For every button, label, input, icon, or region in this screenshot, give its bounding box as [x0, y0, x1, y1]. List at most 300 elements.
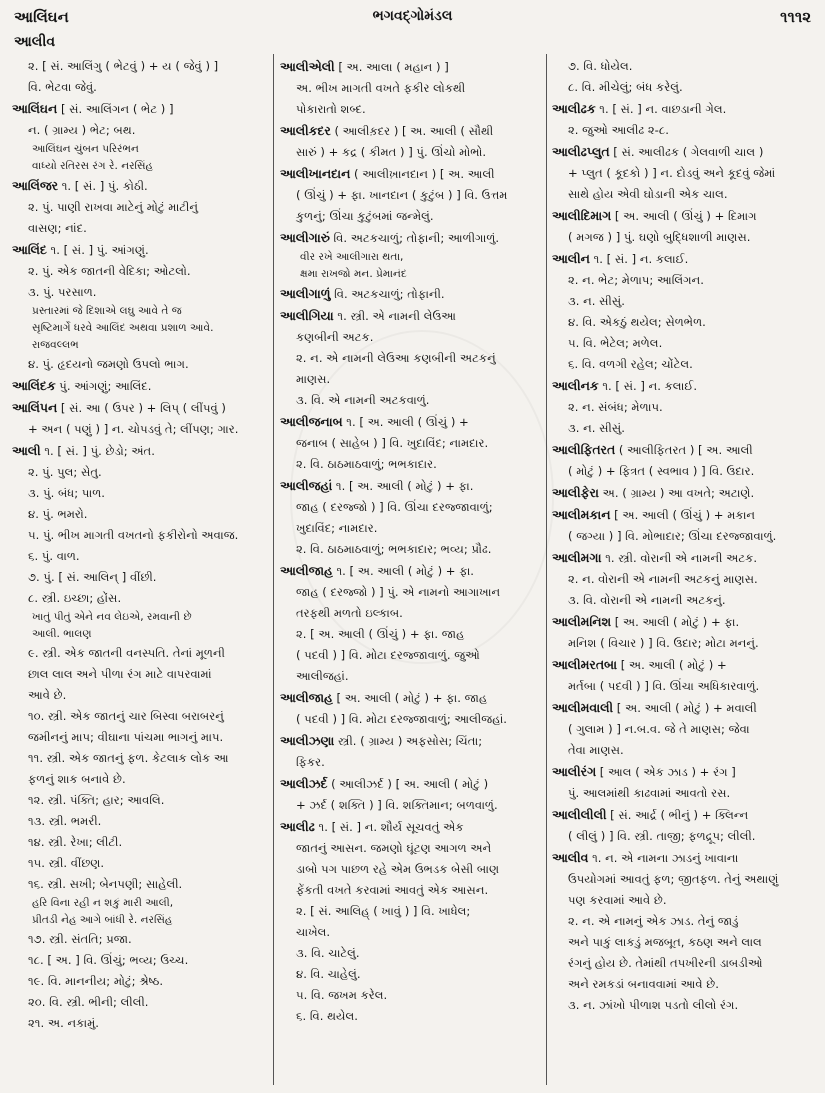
definition-line: [280, 880, 540, 901]
definition-line: [12, 261, 268, 282]
definition-line: [12, 811, 268, 832]
definition-line: [552, 569, 814, 590]
definition-text: પોકારાતો શબ્દ.: [296, 102, 366, 116]
definition-line: [280, 666, 540, 687]
definition-line: [552, 953, 814, 974]
quotation-line: [12, 141, 268, 158]
definition-line: [552, 291, 814, 312]
quotation-line: [12, 158, 268, 175]
definition-line: [12, 832, 268, 853]
page-number: ૧૧૧૨: [780, 8, 811, 26]
entry-line: [552, 547, 814, 569]
definition-line: [12, 504, 268, 525]
quotation-line: [12, 626, 268, 643]
definition-text: ( આલીફિતરત ) [ અ. આલી: [615, 443, 753, 457]
definition-text: ૧૫. સ્ત્રી. વીંછણ.: [28, 856, 105, 870]
headword: આલીફિતરત: [552, 442, 616, 457]
headword: આલીજાહ: [280, 563, 333, 578]
entry-line: [280, 687, 540, 709]
headword: આલીમનિશ: [552, 614, 612, 629]
definition-text: ૩. વિ. એ નામની અટકવાળું.: [296, 393, 430, 407]
definition-text: ( ગુલામ ) ] ન.બ.વ. જે તે માણસ; જેવા: [568, 722, 750, 736]
definition-line: [280, 99, 540, 120]
definition-text: અ. ( ગ્રામ્ય ) આ વખતે; અટાણે.: [598, 486, 755, 500]
definition-line: [552, 184, 814, 205]
definition-line: [552, 719, 814, 740]
entry-line: [552, 375, 814, 397]
definition-line: [280, 922, 540, 943]
definition-line: [12, 643, 268, 664]
definition-text: આલી. ભાલણ: [32, 628, 92, 640]
definition-text: ૧૯. વિ. માનનીય; મોટું; શ્રેષ્ઠ.: [28, 974, 164, 988]
definition-line: [280, 838, 540, 859]
definition-text: તેવા માણસ.: [568, 743, 624, 757]
definition-line: [12, 727, 268, 748]
quotation-line: [12, 320, 268, 337]
headword: આલીઝણા: [280, 733, 335, 748]
definition-line: [12, 483, 268, 504]
definition-line: [12, 664, 268, 685]
entry-line: [280, 163, 540, 185]
definition-text: તરફથી મળતો ઇલ્કાબ.: [296, 606, 403, 620]
definition-text: અ. ભીખ માગતી વખતે ફકીર લોકથી: [296, 81, 466, 95]
definition-line: [12, 197, 268, 218]
definition-text: ૬. વિ. થયેલ.: [296, 1009, 358, 1023]
definition-line: [552, 783, 814, 804]
definition-line: [12, 748, 268, 769]
definition-text: ૨. [ સં. આલિહ્ ( ખાવું ) ] વિ. ખાધેલ;: [296, 904, 471, 918]
definition-text: ( આલીક઼દર ) [ અ. આલી ( સૌથી: [330, 124, 494, 138]
definition-line: [12, 853, 268, 874]
definition-line: [12, 218, 268, 239]
definition-text: જાતનું આસન. જમણો ઘૂંટણ આગળ અને: [296, 841, 492, 855]
definition-line: [12, 950, 268, 971]
definition-text: રંગનું હોય છે. તેમાંથી તપખીરની ડાબડીઓ: [568, 956, 763, 970]
definition-text: ( પદવી ) ] વિ. મોટા દરજ્જાવાળું. જુઓ: [296, 648, 480, 662]
definition-text: કણબીની અટક.: [296, 330, 374, 344]
headword: આલીજાહ: [280, 690, 333, 705]
running-head-sub: આલીવ: [14, 34, 56, 50]
definition-text: ડાબો પગ પાછળ રહે એમ ઉભડક બેસી બાણ: [296, 862, 500, 876]
definition-text: પું. આંગણું; આલિંદ.: [55, 379, 152, 393]
definition-text: [ આલ ( એક ઝાડ ) + રંગ ]: [596, 765, 736, 779]
definition-text: જનાબ ( સાહેબ ) ] વિ. ખુદાવિંદ; નામદાર.: [296, 436, 489, 450]
definition-text: ૬. વિ. વળગી રહેલ; ચોંટેલ.: [568, 357, 693, 371]
definition-line: [280, 78, 540, 99]
headword: આલીફેરા: [552, 485, 599, 500]
definition-line: [12, 77, 268, 98]
column-divider: [546, 54, 547, 1085]
definition-line: [552, 333, 814, 354]
definition-text: ૧૭. સ્ત્રી. સંતતિ; પ્રજા.: [28, 932, 132, 946]
entry-line: [552, 482, 814, 504]
entry-line: [552, 847, 814, 869]
definition-text: ૧૨. સ્ત્રી. પંક્તિ; હાર; આવલિ.: [28, 793, 165, 807]
definition-text: ૧. સ્ત્રી. એ નામની લેઉઆ: [333, 309, 457, 323]
definition-text: ( મોટું ) + ફિત્રત ( સ્વભાવ ) ] વિ. ઉદાર.: [568, 464, 755, 478]
definition-text: ૬. પું. વાળ.: [28, 549, 80, 563]
definition-text: ૩. ન. ઝાંખો પીળાશ પડતો લીલો રંગ.: [568, 998, 739, 1012]
entry-line: [12, 175, 268, 197]
definition-text: ૮. વિ. મીચેલું; બંધ કરેલું.: [568, 80, 683, 94]
definition-text: ૧. [ સં. ] ન. કલાઈ.: [598, 379, 698, 393]
definition-line: [280, 327, 540, 348]
definition-text: ( મગજ ) ] પું. ઘણો બુદ્ધિશાળી માણસ.: [568, 230, 751, 244]
definition-text: + ઝર્દ ( શક્તિ ) ] વિ. શક્તિમાન; બળવાળું.: [296, 798, 498, 812]
definition-line: [12, 120, 268, 141]
definition-text: ૧૬. સ્ત્રી. સખી; બેનપણી; સાહેલી.: [28, 877, 183, 891]
definition-line: [280, 454, 540, 475]
definition-text: પું. આલમાંથી કાઢવામાં આવતો રસ.: [568, 786, 731, 800]
entry-line: [12, 440, 268, 462]
definition-text: ૧૩. સ્ત્રી. ભમરી.: [28, 814, 102, 828]
definition-line: [280, 206, 540, 227]
definition-text: ૧. [ અ. આલી ( મોટું ) + ફા.: [332, 564, 474, 578]
entry-line: [552, 205, 814, 227]
definition-line: [280, 390, 540, 411]
headword: આલિંપન: [12, 400, 58, 415]
definition-text: [ અ. આલી ( ઊંચું ) + મકાન: [610, 508, 756, 522]
definition-text: વિ. અટકચાળું; તોફાની; આળીગાળું.: [329, 231, 500, 245]
entry-line: [280, 816, 540, 838]
definition-text: જાહ ( દરજ્જો ) ] પું. એ નામનો આગાખાન: [296, 585, 501, 599]
definition-text: પ્રસ્તારમાં જે દિશાએ લઘુ આવે તે જ: [32, 305, 182, 317]
entry-line: [552, 439, 814, 461]
definition-line: [552, 77, 814, 98]
definition-line: [280, 901, 540, 922]
headword: આલીએલી: [280, 59, 335, 74]
definition-line: [552, 869, 814, 890]
definition-text: ૪. વિ. એકઠું થયેલ; સેળભેળ.: [568, 315, 706, 329]
entry-line: [280, 227, 540, 249]
definition-text: ૨. ન. એ નામની લેઉઆ કણબીની અટકનું: [296, 351, 496, 365]
headword: આલીખાનદાન: [280, 166, 351, 181]
definition-line: [552, 397, 814, 418]
headword: આલીમકાન: [552, 507, 611, 522]
definition-text: ( ઊંચું ) + ફા. ખાનદાન ( કુટુંબ ) ] વિ. ઉત્તમ: [296, 188, 508, 202]
definition-text: વિ. અટકચાળું; તોફાની.: [330, 287, 445, 301]
definition-text: ૧. [ સં. ] ન. કલાઈ.: [589, 252, 689, 266]
headword: આલીમરતબા: [552, 657, 618, 672]
definition-text: ૧. [ સં. ] પું. આંગણું.: [46, 243, 149, 257]
definition-line: [12, 992, 268, 1013]
definition-text: મર્તબા ( પદવી ) ] વિ. ઊંચા અધિકારવાળું.: [568, 679, 760, 693]
definition-line: [280, 603, 540, 624]
definition-text: આલિંઘન ચુંબન પરિરંભન: [32, 143, 139, 155]
column-2: [280, 56, 540, 1087]
definition-text: મનિશ ( વિચાર ) ] વિ. ઉદાર; મોટા મનનું.: [568, 636, 759, 650]
entry-line: [552, 611, 814, 633]
headword: આલિંઘન: [12, 101, 58, 116]
definition-text: ૫. વિ. જખમ કરેલ.: [296, 988, 388, 1002]
definition-text: ૨. જુઓ આલીઢ ૨-૮.: [568, 123, 669, 137]
definition-text: [ અ. આલા ( મહાન ) ]: [334, 60, 449, 74]
entry-line: [552, 98, 814, 120]
definition-text: ૯. સ્ત્રી. એક જાતની વનસ્પતિ. તેનાં મૂળની: [28, 646, 225, 660]
definition-text: ૫. પું. ભીખ માગતી વખતનો ફકીરોનો અવાજ.: [28, 528, 239, 542]
definition-text: ૧. [ સં. ] ન. શૌર્ય સૂચવતું એક: [314, 820, 464, 834]
definition-text: [ અ. આલી ( ઊંચું ) + દિમાગ: [611, 209, 757, 223]
definition-line: [280, 964, 540, 985]
definition-line: [280, 709, 540, 730]
definition-text: ૧૮. [ અ. ] વિ. ઊંચું; ભવ્ય; ઉચ્ચ.: [28, 953, 189, 967]
definition-line: [12, 769, 268, 790]
definition-text: ( જગ્યા ) ] વિ. મોભાદાર; ઊંચા દરજ્જાવાળું.: [568, 529, 777, 543]
definition-line: [280, 859, 540, 880]
headword: આલીન: [552, 251, 590, 266]
definition-text: [ સં. આલિંગન ( ભેટ ) ]: [57, 102, 174, 116]
entry-line: [552, 697, 814, 719]
definition-line: [12, 588, 268, 609]
definition-text: [ અ. આલી ( મોટું ) + ફા. જાહ: [332, 691, 488, 705]
entry-line: [12, 98, 268, 120]
quotation-line: [12, 303, 268, 320]
book-title: ભગવદ્ગોમંડલ: [372, 8, 453, 24]
definition-text: ૨. [ સં. આલિંગુ ( ભેટવું ) + ય ( જેવું ) ]: [28, 59, 219, 73]
definition-text: ૪. પું. ભમરો.: [28, 507, 88, 521]
definition-line: [552, 995, 814, 1016]
headword: આલીઢપ્લુત: [552, 144, 610, 159]
definition-text: ૧૧. સ્ત્રી. એક જાતનું ફળ. કેટલાક લોક આ: [28, 751, 229, 765]
entry-line: [280, 305, 540, 327]
definition-line: [12, 685, 268, 706]
definition-line: [552, 974, 814, 995]
quotation-line: [12, 895, 268, 912]
definition-text: ૨. ન. એ નામનું એક ઝાડ. તેનું જાડું: [568, 914, 739, 928]
definition-line: [12, 790, 268, 811]
headword: આલીઢ: [280, 819, 315, 834]
definition-text: ૮. સ્ત્રી. ઇચ્છા; હોંસ.: [28, 591, 122, 605]
definition-text: ન. ( ગ્રામ્ય ) ભેટ; બથ.: [28, 123, 136, 137]
headword: આલીવ: [552, 850, 589, 865]
definition-text: ( પદવી ) ] વિ. મોટા દરજ્જાવાળું; આલીજહાં.: [296, 712, 507, 726]
definition-text: સારું ) + કદ્ર ( કીમત ) ] પું. ઊંચો મોભો.: [296, 145, 487, 159]
entry-line: [280, 120, 540, 142]
definition-text: ફળનું શાક બનાવે છે.: [28, 772, 126, 786]
definition-line: [552, 227, 814, 248]
entry-line: [280, 560, 540, 582]
definition-text: [ સં. આર્દ્ર ( ભીનું ) + ક્લિન્ન: [606, 808, 749, 822]
entry-line: [552, 654, 814, 676]
definition-text: ૨. વિ. ઠાઠમાઠવાળું; ભભકાદાર; ભવ્ય; પ્રૌઢ.: [296, 542, 492, 556]
definition-text: ૨. પું. પાણી રાખવા માટેનું મોટું માટીનું: [28, 200, 198, 214]
definition-line: [280, 985, 540, 1006]
definition-line: [280, 943, 540, 964]
page-header: [14, 6, 811, 32]
definition-text: સૃષ્ટિમાર્ગે ધરવે આલિંદ અથવા પ્રશાળ આવે.: [32, 322, 214, 334]
entry-line: [552, 504, 814, 526]
headword: આલીલીલી: [552, 807, 607, 822]
definition-text: ૨. ન. સંબંધ; મેળાપ.: [568, 400, 663, 414]
definition-text: ઉપયોગમાં આવતું ફળ; જીતફળ. તેનું અથાણું: [568, 872, 779, 886]
definition-line: [552, 740, 814, 761]
definition-line: [280, 1006, 540, 1027]
headword: આલીઝર્દ: [280, 776, 328, 791]
definition-text: [ સં. આ ( ઉપર ) + લિપ્ ( લીંપવું ): [57, 401, 226, 415]
definition-line: [552, 418, 814, 439]
definition-line: [12, 354, 268, 375]
entry-line: [280, 773, 540, 795]
definition-text: પ્રીતડી નેહ આગે બાંધી રે. નરસિંહ: [32, 914, 173, 926]
definition-text: વાધ્યો રતિરસ રંગ રે. નરસિંહ: [32, 160, 154, 172]
definition-line: [552, 312, 814, 333]
headword: આલીમગા: [552, 550, 602, 565]
definition-line: [552, 270, 814, 291]
definition-line: [280, 645, 540, 666]
definition-text: સાથે હોય એવી ઘોડાની એક ચાલ.: [568, 187, 728, 201]
definition-line: [12, 56, 268, 77]
definition-text: ૩. પું. પરસાળ.: [28, 285, 97, 299]
definition-text: ખાતું પીતું એને નવ લેઇએ, રમવાની છે: [32, 611, 192, 623]
quotation-line: [280, 249, 540, 266]
definition-line: [552, 826, 814, 847]
column-3: [552, 56, 814, 1087]
definition-line: [552, 911, 814, 932]
definition-text: રાજવલ્લભ: [32, 339, 79, 351]
quotation-line: [12, 912, 268, 929]
definition-line: [280, 539, 540, 560]
definition-line: [280, 752, 540, 773]
definition-line: [12, 567, 268, 588]
definition-text: [ અ. આલી ( મોટું ) +: [617, 658, 727, 672]
entry-line: [280, 56, 540, 78]
definition-text: ૩. ન. સીસું.: [568, 294, 625, 308]
headword: આલીઢક: [552, 101, 596, 116]
definition-text: ( આલીખ઼ાનદાન ) [ અ. આલી: [350, 167, 495, 181]
headword: આલીગારું: [280, 230, 330, 245]
definition-text: અને રમકડાં બનાવવામાં આવે છે.: [568, 977, 719, 991]
definition-text: ૧. [ અ. આલી ( ઊંચું ) +: [342, 415, 469, 429]
definition-line: [552, 932, 814, 953]
quotation-line: [12, 609, 268, 626]
definition-text: સ્ત્રી. ( ગ્રામ્ય ) અફસોસ; ચિંતા;: [334, 734, 483, 748]
entry-line: [552, 248, 814, 270]
definition-line: [280, 582, 540, 603]
definition-text: ૨. ન. વોરાની એ નામની અટકનું માણસ.: [568, 572, 758, 586]
definition-line: [552, 120, 814, 141]
definition-line: [12, 525, 268, 546]
definition-text: કુળનું; ઊંચા કુટુંબમાં જન્મેલું.: [296, 209, 434, 223]
definition-text: ૧. [ સં. ] પું. કોઠી.: [58, 179, 148, 193]
definition-text: ૨. પું. પુલ; સેતુ.: [28, 465, 102, 479]
definition-text: વાસણ; નાંદ.: [28, 221, 87, 235]
definition-text: ૭. પું. [ સં. આલિન્ ] વીંછી.: [28, 570, 157, 584]
headword: આલીમવાલી: [552, 700, 614, 715]
definition-text: અને પાકું લાકડું મજબૂત, કઠણ અને લાલ: [568, 935, 762, 949]
definition-line: [12, 546, 268, 567]
column-1: [12, 56, 268, 1087]
entry-line: [12, 375, 268, 397]
definition-text: વીર રખે આલીગારા થતા,: [300, 251, 404, 263]
headword: આલીનક: [552, 378, 599, 393]
definition-text: ફિકર.: [296, 755, 325, 769]
definition-text: વિ. ભેટવા જેવું.: [28, 80, 97, 94]
definition-text: આવે છે.: [28, 688, 67, 702]
headword: આલિંદક: [12, 378, 56, 393]
headword: આલીજહાં: [280, 478, 333, 493]
headword: આલિંજર: [12, 178, 59, 193]
definition-line: [280, 624, 540, 645]
definition-line: [12, 1013, 268, 1034]
definition-text: ચાખેલ.: [296, 925, 331, 939]
definition-line: [280, 142, 540, 163]
definition-text: ૪. પું. હૃદયનો જમણો ઉપલો ભાગ.: [28, 357, 189, 371]
headword: આલિંદ: [12, 242, 47, 257]
definition-text: ૭. વિ. ધોયેલ.: [568, 59, 633, 73]
definition-text: ૧. [ અ. આલી ( મોટું ) + ફા.: [332, 479, 474, 493]
headword: આલીકદર: [280, 123, 331, 138]
definition-text: + પ્લુત ( કૂદકો ) ] ન. દોડવું અને કૂદવું જેમાં: [568, 166, 776, 180]
quotation-line: [12, 337, 268, 354]
definition-line: [552, 890, 814, 911]
entry-line: [280, 283, 540, 305]
definition-text: + અન ( પણું ) ] ન. ચોપડવું તે; લીંપણ; ગાર.: [28, 422, 239, 436]
definition-line: [12, 462, 268, 483]
definition-text: [ અ. આલી ( મોટું ) + મવાલી: [613, 701, 757, 715]
definition-line: [280, 795, 540, 816]
definition-text: ૨. [ અ. આલી ( ઊંચું ) + ફા. જાહ: [296, 627, 465, 641]
definition-line: [12, 971, 268, 992]
entry-line: [280, 411, 540, 433]
definition-text: [ અ. આલી ( મોટું ) + ફા.: [611, 615, 740, 629]
definition-text: ૪. વિ. ચાહેલું.: [296, 967, 361, 981]
headword: આલીદિમાગ: [552, 208, 612, 223]
definition-text: ૨. ન. ભેટ; મેળાપ; આલિંગન.: [568, 273, 704, 287]
definition-text: ૧. ન. એ નામના ઝાડનું ખાવાના: [588, 851, 739, 865]
definition-text: ૧. [ સં. ] ન. વાછડાની ગેલ.: [595, 102, 727, 116]
entry-line: [552, 761, 814, 783]
definition-text: ૨૦. વિ. સ્ત્રી. ભીની; લીલી.: [28, 995, 149, 1009]
definition-text: ક્ષમા રાખજો મન. પ્રેમાનંદ: [300, 268, 407, 280]
definition-line: [12, 929, 268, 950]
definition-text: ૨. વિ. ઠાઠમાઠવાળું; ભભકાદાર.: [296, 457, 437, 471]
definition-text: ૨. પું. એક જાતની વેદિકા; ઓટલો.: [28, 264, 191, 278]
definition-text: ૨૧. અ. નકામું.: [28, 1016, 99, 1030]
headword: આલીરંગ: [552, 764, 597, 779]
definition-text: જમીનનું માપ; વીઘાના પાંચમા ભાગનું માપ.: [28, 730, 224, 744]
definition-text: [ સં. આલીઢક ( ગેલવાળી ચાલ ): [609, 145, 764, 159]
definition-line: [12, 282, 268, 303]
definition-line: [552, 461, 814, 482]
headword: આલી: [12, 443, 41, 458]
definition-text: આલીજહાં.: [296, 669, 349, 683]
entry-line: [552, 804, 814, 826]
definition-text: ૫. વિ. ભેટેલ; મળેલ.: [568, 336, 663, 350]
definition-text: ૩. પું. બંધ; પાળ.: [28, 486, 105, 500]
definition-line: [552, 676, 814, 697]
definition-line: [552, 590, 814, 611]
definition-line: [552, 56, 814, 77]
definition-line: [552, 354, 814, 375]
headword: આલીજનાબ: [280, 414, 343, 429]
quotation-line: [280, 266, 540, 283]
definition-text: ફેંકતી વખતે કરવામાં આવતું એક આસન.: [296, 883, 489, 897]
definition-text: માણસ.: [296, 372, 331, 386]
definition-text: ૧. [ સં. ] પું. છેડો; અંત.: [40, 444, 155, 458]
headword: આલીગિયા: [280, 308, 334, 323]
headword: આલીગાળું: [280, 286, 331, 301]
definition-line: [552, 526, 814, 547]
running-head-left: આલિંઘન: [14, 8, 69, 26]
definition-text: ૧૦. સ્ત્રી. એક જાતનું ચાર બિસ્વા બરાબરનું: [28, 709, 224, 723]
definition-line: [12, 706, 268, 727]
definition-line: [552, 163, 814, 184]
definition-text: જાહ ( દરજ્જો ) ] વિ. ઊંચા દરજ્જાવાળું;: [296, 500, 493, 514]
definition-text: ખુદાવિંદ; નામદાર.: [296, 521, 378, 535]
definition-line: [280, 185, 540, 206]
entry-line: [12, 397, 268, 419]
definition-line: [280, 369, 540, 390]
